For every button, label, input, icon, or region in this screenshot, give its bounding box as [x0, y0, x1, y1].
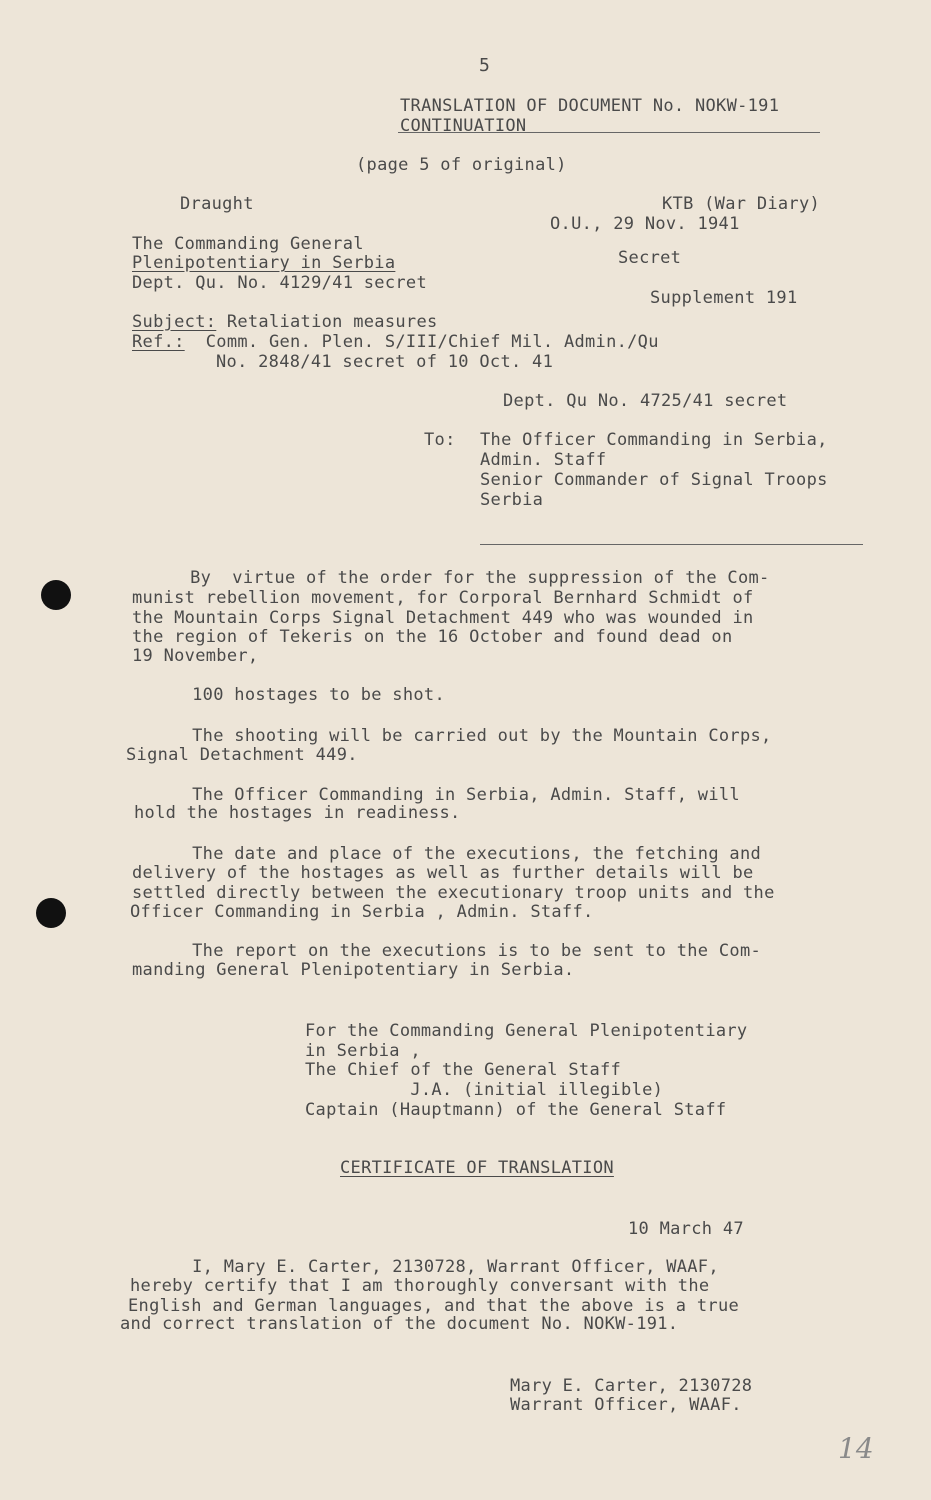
paragraph-3-line-2: Signal Detachment 449.	[126, 745, 358, 765]
paragraph-1-line-3: the Mountain Corps Signal Detachment 449 who was wounded in	[132, 608, 754, 628]
signature-line-4: J.A. (initial illegible)	[305, 1080, 664, 1100]
handwritten-page-note: 14	[838, 1432, 874, 1465]
document-title: TRANSLATION OF DOCUMENT No. NOKW-191	[400, 96, 780, 116]
recipient-line-3: Senior Commander of Signal Troops	[480, 470, 828, 490]
certificate-line-1: I, Mary E. Carter, 2130728, Warrant Officer, WAAF,	[150, 1257, 719, 1277]
paragraph-5-line-3: settled directly between the executionary troop units and the	[132, 883, 775, 903]
paragraph-5-line-1: The date and place of the executions, the fetching and	[150, 844, 762, 864]
signature-line-1: For the Commanding General Plenipotentiary	[305, 1021, 748, 1041]
paragraph-5-line-4: Officer Commanding in Serbia , Admin. Staff.	[130, 902, 594, 922]
punch-hole	[36, 898, 66, 928]
title-underline	[398, 132, 820, 133]
ref-line	[132, 332, 659, 352]
recipient-line-1: The Officer Commanding in Serbia,	[480, 430, 828, 450]
ktb-label: KTB (War Diary)	[662, 194, 821, 214]
sender-line-2: Plenipotentiary in Serbia	[132, 253, 396, 273]
sender-line-1: The Commanding General	[132, 234, 364, 254]
paragraph-1-line-1: By virtue of the order for the suppression of the Com-	[148, 568, 770, 588]
ref-label: Ref.:	[132, 332, 185, 352]
classification: Secret	[618, 248, 682, 268]
certificate-line-2: hereby certify that I am thoroughly conversant with the	[130, 1276, 710, 1296]
signature-line-2: in Serbia ,	[305, 1041, 421, 1061]
paragraph-1-line-4: the region of Tekeris on the 16 October and found dead on	[132, 627, 733, 647]
ref-text-2: No. 2848/41 secret of 10 Oct. 41	[216, 352, 554, 372]
page-number: 5	[479, 55, 491, 76]
signature-line-5: Captain (Hauptmann) of the General Staff	[305, 1100, 727, 1120]
recipient-line-4: Serbia	[480, 490, 544, 510]
subject-text: Retaliation measures	[216, 312, 438, 332]
certificate-line-4: and correct translation of the document No. NOKW-191.	[120, 1314, 679, 1334]
recipient-line-2: Admin. Staff	[480, 450, 607, 470]
translator-signature-2: Warrant Officer, WAAF.	[510, 1395, 742, 1415]
ref-text-1: Comm. Gen. Plen. S/III/Chief Mil. Admin./Qu	[184, 332, 659, 352]
paragraph-3-line-1: The shooting will be carried out by the Mountain Corps,	[150, 726, 772, 746]
draught-label: Draught	[180, 194, 254, 214]
paragraph-1-line-5: 19 November,	[132, 646, 259, 666]
paragraph-4-line-2: hold the hostages in readiness.	[134, 803, 461, 823]
paragraph-1-line-2: munist rebellion movement, for Corporal Bernhard Schmidt of	[132, 588, 754, 608]
place-date: O.U., 29 Nov. 1941	[550, 214, 740, 234]
certificate-date: 10 March 47	[628, 1219, 744, 1239]
page-of-original: (page 5 of original)	[356, 155, 567, 175]
paragraph-2: 100 hostages to be shot.	[150, 685, 445, 705]
subject-label: Subject:	[132, 312, 217, 332]
paragraph-6-line-2: manding General Plenipotentiary in Serbia.	[132, 960, 575, 980]
divider-line	[480, 544, 863, 545]
supplement-label: Supplement 191	[650, 288, 798, 308]
to-label: To:	[424, 430, 456, 450]
subject-line	[132, 312, 438, 332]
dept-reference: Dept. Qu. No. 4129/41 secret	[132, 273, 427, 293]
certificate-title: CERTIFICATE OF TRANSLATION	[340, 1158, 614, 1178]
continuation-label: CONTINUATION	[400, 116, 527, 136]
certificate-line-3: English and German languages, and that the above is a true	[128, 1296, 740, 1316]
translator-signature-1: Mary E. Carter, 2130728	[510, 1376, 753, 1396]
punch-hole	[41, 580, 71, 610]
paragraph-6-line-1: The report on the executions is to be sent to the Com-	[150, 941, 762, 961]
dept-number-2: Dept. Qu No. 4725/41 secret	[503, 391, 788, 411]
paragraph-4-line-1: The Officer Commanding in Serbia, Admin. Staff, will	[150, 785, 740, 805]
signature-line-3: The Chief of the General Staff	[305, 1060, 622, 1080]
paragraph-5-line-2: delivery of the hostages as well as further details will be	[132, 863, 754, 883]
